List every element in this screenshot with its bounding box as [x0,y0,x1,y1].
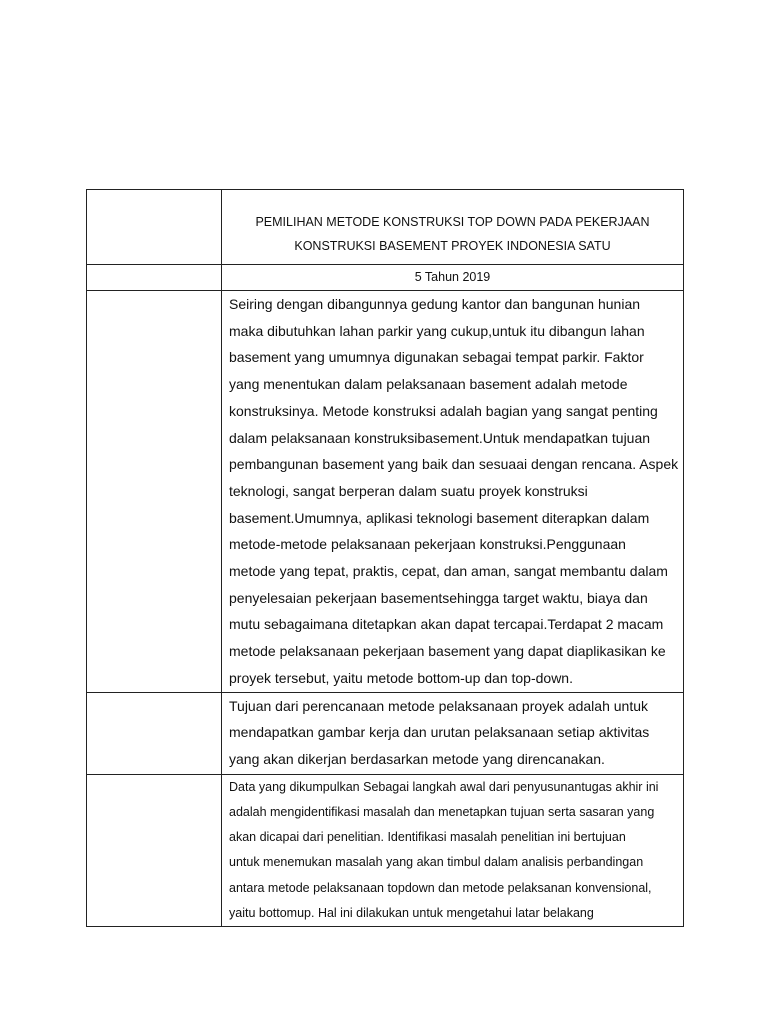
paragraph-line: yaitu bottomup. Hal ini dilakukan untuk mengetahui latar belakang [229,906,594,921]
paragraph-line: basement yang umumnya digunakan sebagai tempat parkir. Faktor [229,349,644,366]
paragraph-line: konstruksinya. Metode konstruksi adalah bagian yang sangat penting [229,402,658,419]
data-paragraph [222,774,684,927]
paragraph-line: maka dibutuhkan lahan parkir yang cukup,untuk itu dibangun lahan [229,322,645,339]
paragraph-line: Seiring dengan dibangunnya gedung kantor dan bangunan hunian [229,296,641,312]
paragraph-line: penyelesaian pekerjaan basementsehingga target waktu, biaya dan [229,589,648,606]
background-row [87,291,684,693]
background-label-cell [87,291,222,693]
paragraph-line: adalah mengidentifikasi masalah dan menetapkan tujuan serta sasaran yang [229,804,655,819]
paragraph-line: akan dicapai dari penelitian. Identifikasi masalah penelitian ini bertujuan [229,830,626,845]
paragraph-line: basement.Umumnya, aplikasi teknologi basement diterapkan dalam [229,509,650,526]
paragraph-line: antara metode pelaksanaan topdown dan metode pelaksanan konvensional, [229,880,652,895]
document-title [222,190,684,265]
paragraph-line: untuk menemukan masalah yang akan timbul dalam analisis perbandingan [229,855,644,870]
paragraph-line: metode-metode pelaksanaan pekerjaan konstruksi.Penggunaan [229,536,626,553]
paragraph-line: Tujuan dari perencanaan metode pelaksanaan proyek adalah untuk [229,697,649,714]
data-label-cell [87,774,222,927]
date-label-cell [87,265,222,291]
paragraph-line: dalam pelaksanaan konstruksibasement.Untuk mendapatkan tujuan [229,429,651,446]
date-row [87,265,684,291]
title-line: PEMILIHAN METODE KONSTRUKSI TOP DOWN PADA PEKERJAAN [255,215,650,229]
paragraph-line: mendapatkan gambar kerja dan urutan pelaksanaan setiap aktivitas [229,724,650,741]
background-paragraph [222,291,684,693]
paragraph-line: pembangunan basement yang baik dan sesuaai dengan rencana. Aspek [229,456,679,473]
paragraph-line: metode pelaksanaan pekerjaan basement yang dapat diaplikasikan ke [229,643,666,660]
paragraph-line: Data yang dikumpulkan Sebagai langkah awal dari penyusunantugas akhir ini [229,779,659,794]
paragraph-line: yang akan dikerjan berdasarkan metode yang direncanakan. [229,750,605,767]
date-line: 5 Tahun 2019 [222,265,684,291]
document-table [86,189,684,927]
title-row [87,190,684,265]
objective-label-cell [87,692,222,774]
paragraph-line: mutu sebagaimana ditetapkan akan dapat tercapai.Terdapat 2 macam [229,616,664,633]
objective-paragraph [222,692,684,774]
objective-row [87,692,684,774]
paragraph-line: metode yang tepat, praktis, cepat, dan aman, sangat membantu dalam [229,563,668,580]
title-label-cell [87,190,222,265]
paragraph-line: teknologi, sangat berperan dalam suatu proyek konstruksi [229,482,588,499]
data-row [87,774,684,927]
paragraph-line: proyek tersebut, yaitu metode bottom-up dan top-down. [229,669,573,686]
paragraph-line: yang menentukan dalam pelaksanaan basement adalah metode [229,376,628,393]
title-line: KONSTRUKSI BASEMENT PROYEK INDONESIA SATU [294,239,611,253]
